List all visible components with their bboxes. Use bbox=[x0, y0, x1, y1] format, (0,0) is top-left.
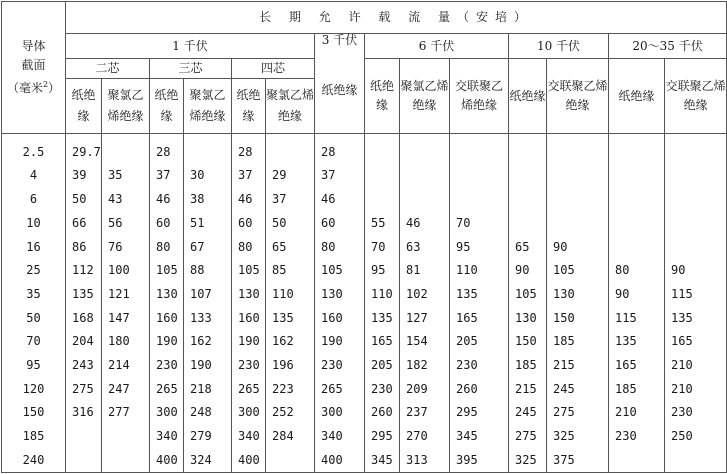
current-value-cell: 245 bbox=[547, 377, 609, 401]
conductor-size-cell: 2.5 bbox=[2, 134, 66, 165]
current-value-cell: 300 bbox=[150, 401, 184, 425]
current-value-cell bbox=[102, 425, 150, 449]
col-35kv-paper: 纸绝缘 bbox=[609, 59, 665, 134]
current-value-cell: 165 bbox=[609, 354, 665, 378]
current-value-cell: 60 bbox=[315, 212, 365, 236]
current-value-cell: 135 bbox=[450, 283, 509, 307]
current-value-cell: 190 bbox=[315, 330, 365, 354]
current-value-cell: 165 bbox=[450, 306, 509, 330]
current-value-cell: 230 bbox=[315, 354, 365, 378]
current-value-cell: 162 bbox=[266, 330, 315, 354]
conductor-size-cell: 10 bbox=[2, 212, 66, 236]
current-value-cell: 115 bbox=[609, 306, 665, 330]
table-row bbox=[2, 283, 727, 307]
col-1kv-3-pvc: 聚氯乙烯绝缘 bbox=[184, 79, 232, 134]
current-value-cell: 107 bbox=[184, 283, 232, 307]
current-value-cell: 135 bbox=[609, 330, 665, 354]
current-value-cell: 400 bbox=[150, 448, 184, 472]
col-1kv-2-pvc: 聚氯乙烯绝缘 bbox=[102, 79, 150, 134]
current-capacity-table bbox=[1, 1, 727, 473]
current-value-cell bbox=[547, 164, 609, 188]
current-value-cell: 243 bbox=[66, 354, 102, 378]
current-value-cell: 300 bbox=[315, 401, 365, 425]
current-value-cell: 102 bbox=[400, 283, 450, 307]
current-value-cell: 37 bbox=[315, 164, 365, 188]
current-value-cell: 105 bbox=[509, 283, 547, 307]
current-value-cell bbox=[365, 134, 400, 165]
current-value-cell: 70 bbox=[450, 212, 509, 236]
current-value-cell bbox=[509, 212, 547, 236]
current-value-cell: 81 bbox=[400, 259, 450, 283]
current-value-cell: 37 bbox=[150, 164, 184, 188]
current-value-cell: 210 bbox=[665, 354, 727, 378]
current-value-cell: 43 bbox=[102, 188, 150, 212]
current-value-cell: 154 bbox=[400, 330, 450, 354]
current-value-cell: 28 bbox=[232, 134, 266, 165]
current-value-cell: 316 bbox=[66, 401, 102, 425]
current-value-cell: 133 bbox=[184, 306, 232, 330]
table-row bbox=[2, 330, 727, 354]
current-value-cell bbox=[547, 212, 609, 236]
conductor-size-cell: 120 bbox=[2, 377, 66, 401]
current-value-cell bbox=[184, 134, 232, 165]
conductor-size-cell: 50 bbox=[2, 306, 66, 330]
current-value-cell: 196 bbox=[266, 354, 315, 378]
current-value-cell: 46 bbox=[315, 188, 365, 212]
current-value-cell: 65 bbox=[509, 235, 547, 259]
current-value-cell: 230 bbox=[450, 354, 509, 378]
current-value-cell: 275 bbox=[547, 401, 609, 425]
current-value-cell: 160 bbox=[315, 306, 365, 330]
current-value-cell: 50 bbox=[66, 188, 102, 212]
conductor-size-cell: 150 bbox=[2, 401, 66, 425]
current-value-cell: 260 bbox=[450, 377, 509, 401]
current-value-cell: 56 bbox=[102, 212, 150, 236]
current-value-cell bbox=[102, 134, 150, 165]
current-value-cell bbox=[102, 448, 150, 472]
current-value-cell bbox=[665, 212, 727, 236]
current-value-cell: 30 bbox=[184, 164, 232, 188]
current-value-cell: 135 bbox=[66, 283, 102, 307]
current-value-cell bbox=[665, 164, 727, 188]
current-value-cell: 80 bbox=[232, 235, 266, 259]
current-value-cell: 210 bbox=[665, 377, 727, 401]
current-value-cell: 265 bbox=[315, 377, 365, 401]
current-value-cell: 86 bbox=[66, 235, 102, 259]
current-value-cell: 130 bbox=[232, 283, 266, 307]
current-value-cell: 63 bbox=[400, 235, 450, 259]
current-value-cell bbox=[665, 235, 727, 259]
current-value-cell: 46 bbox=[232, 188, 266, 212]
conductor-size-cell: 95 bbox=[2, 354, 66, 378]
current-value-cell: 230 bbox=[232, 354, 266, 378]
current-value-cell: 375 bbox=[547, 448, 609, 472]
current-value-cell: 80 bbox=[315, 235, 365, 259]
current-value-cell: 90 bbox=[547, 235, 609, 259]
current-value-cell: 277 bbox=[102, 401, 150, 425]
current-value-cell: 67 bbox=[184, 235, 232, 259]
current-value-cell: 90 bbox=[509, 259, 547, 283]
current-value-cell: 105 bbox=[232, 259, 266, 283]
current-value-cell: 39 bbox=[66, 164, 102, 188]
current-value-cell: 215 bbox=[547, 354, 609, 378]
current-value-cell bbox=[609, 212, 665, 236]
conductor-size-cell: 240 bbox=[2, 448, 66, 472]
table-row bbox=[2, 212, 727, 236]
table-row bbox=[2, 164, 727, 188]
current-value-cell bbox=[266, 134, 315, 165]
current-value-cell: 29 bbox=[266, 164, 315, 188]
current-value-cell: 313 bbox=[400, 448, 450, 472]
current-value-cell: 28 bbox=[150, 134, 184, 165]
current-value-cell: 260 bbox=[365, 401, 400, 425]
current-value-cell: 60 bbox=[232, 212, 266, 236]
current-value-cell: 345 bbox=[450, 425, 509, 449]
current-value-cell bbox=[665, 188, 727, 212]
col-35kv-xlpe: 交联聚乙烯绝缘 bbox=[665, 59, 727, 134]
current-value-cell: 55 bbox=[365, 212, 400, 236]
conductor-size-cell: 6 bbox=[2, 188, 66, 212]
current-value-cell: 112 bbox=[66, 259, 102, 283]
current-value-cell: 345 bbox=[365, 448, 400, 472]
table-row bbox=[2, 188, 727, 212]
current-value-cell: 80 bbox=[609, 259, 665, 283]
current-value-cell: 284 bbox=[266, 425, 315, 449]
current-value-cell bbox=[365, 188, 400, 212]
current-value-cell: 46 bbox=[150, 188, 184, 212]
current-value-cell: 115 bbox=[665, 283, 727, 307]
current-value-cell: 105 bbox=[547, 259, 609, 283]
conductor-size-cell: 16 bbox=[2, 235, 66, 259]
current-value-cell: 29.7 bbox=[66, 134, 102, 165]
conductor-size-cell: 35 bbox=[2, 283, 66, 307]
current-value-cell bbox=[665, 448, 727, 472]
current-value-cell: 37 bbox=[266, 188, 315, 212]
current-value-cell: 162 bbox=[184, 330, 232, 354]
current-value-cell: 51 bbox=[184, 212, 232, 236]
col-6kv-xlpe: 交联聚乙烯绝缘 bbox=[450, 59, 509, 134]
current-value-cell: 147 bbox=[102, 306, 150, 330]
current-value-cell: 160 bbox=[232, 306, 266, 330]
table-row bbox=[2, 354, 727, 378]
current-value-cell bbox=[450, 134, 509, 165]
current-value-cell: 209 bbox=[400, 377, 450, 401]
current-value-cell: 130 bbox=[315, 283, 365, 307]
conductor-size-cell: 70 bbox=[2, 330, 66, 354]
current-value-cell: 160 bbox=[150, 306, 184, 330]
core-four-header: 四芯 bbox=[232, 59, 315, 79]
current-value-cell: 110 bbox=[266, 283, 315, 307]
current-value-cell bbox=[66, 425, 102, 449]
current-value-cell: 165 bbox=[665, 330, 727, 354]
current-value-cell: 395 bbox=[450, 448, 509, 472]
conductor-size-header: 导体 截面 （毫米$^2$） bbox=[2, 2, 66, 134]
current-value-cell bbox=[509, 188, 547, 212]
table-row bbox=[2, 448, 727, 472]
voltage-6kv-header: 6 千伏 bbox=[365, 34, 509, 59]
col-6kv-pvc: 聚氯乙烯绝缘 bbox=[400, 59, 450, 134]
current-value-cell: 90 bbox=[609, 283, 665, 307]
current-value-cell: 275 bbox=[66, 377, 102, 401]
current-value-cell: 230 bbox=[609, 425, 665, 449]
current-value-cell bbox=[400, 164, 450, 188]
current-value-cell bbox=[609, 164, 665, 188]
current-value-cell bbox=[365, 164, 400, 188]
current-value-cell: 190 bbox=[150, 330, 184, 354]
current-value-cell: 135 bbox=[365, 306, 400, 330]
table-row bbox=[2, 401, 727, 425]
current-value-cell bbox=[450, 164, 509, 188]
current-value-cell: 400 bbox=[232, 448, 266, 472]
current-value-cell: 88 bbox=[184, 259, 232, 283]
current-value-cell: 230 bbox=[365, 377, 400, 401]
conductor-size-cell: 4 bbox=[2, 164, 66, 188]
current-value-cell: 165 bbox=[365, 330, 400, 354]
table-row bbox=[2, 259, 727, 283]
current-value-cell: 215 bbox=[509, 377, 547, 401]
current-value-cell: 245 bbox=[509, 401, 547, 425]
current-value-cell bbox=[509, 164, 547, 188]
current-value-cell bbox=[609, 235, 665, 259]
current-value-cell: 325 bbox=[509, 448, 547, 472]
col-1kv-3-paper: 纸绝缘 bbox=[150, 79, 184, 134]
current-value-cell: 324 bbox=[184, 448, 232, 472]
current-value-cell: 90 bbox=[665, 259, 727, 283]
core-three-header: 三芯 bbox=[150, 59, 232, 79]
current-value-cell: 150 bbox=[547, 306, 609, 330]
current-value-cell: 270 bbox=[400, 425, 450, 449]
current-value-cell: 265 bbox=[232, 377, 266, 401]
current-value-cell: 275 bbox=[509, 425, 547, 449]
current-value-cell: 105 bbox=[315, 259, 365, 283]
current-value-cell: 190 bbox=[184, 354, 232, 378]
table-body bbox=[2, 134, 727, 473]
current-value-cell: 100 bbox=[102, 259, 150, 283]
current-value-cell: 95 bbox=[365, 259, 400, 283]
current-value-cell: 135 bbox=[266, 306, 315, 330]
current-value-cell: 340 bbox=[150, 425, 184, 449]
current-value-cell: 190 bbox=[232, 330, 266, 354]
current-value-cell: 252 bbox=[266, 401, 315, 425]
current-value-cell: 168 bbox=[66, 306, 102, 330]
table-title: 长 期 允 许 载 流 量（安培） bbox=[66, 2, 727, 34]
current-value-cell: 295 bbox=[365, 425, 400, 449]
current-value-cell: 28 bbox=[315, 134, 365, 165]
table-row bbox=[2, 377, 727, 401]
current-value-cell: 325 bbox=[547, 425, 609, 449]
current-value-cell: 80 bbox=[150, 235, 184, 259]
current-value-cell bbox=[609, 188, 665, 212]
current-value-cell: 95 bbox=[450, 235, 509, 259]
table-row bbox=[2, 425, 727, 449]
core-two-header: 二芯 bbox=[66, 59, 150, 79]
current-value-cell: 76 bbox=[102, 235, 150, 259]
current-value-cell: 205 bbox=[450, 330, 509, 354]
col-1kv-2-paper: 纸绝缘 bbox=[66, 79, 102, 134]
table-row bbox=[2, 134, 727, 165]
current-value-cell: 35 bbox=[102, 164, 150, 188]
current-value-cell: 300 bbox=[232, 401, 266, 425]
col-1kv-4-pvc: 聚氯乙烯绝缘 bbox=[266, 79, 315, 134]
current-value-cell: 130 bbox=[547, 283, 609, 307]
current-value-cell: 130 bbox=[509, 306, 547, 330]
table-row bbox=[2, 235, 727, 259]
current-value-cell bbox=[450, 188, 509, 212]
current-value-cell bbox=[609, 448, 665, 472]
current-value-cell bbox=[609, 134, 665, 165]
current-value-cell: 110 bbox=[365, 283, 400, 307]
current-value-cell bbox=[509, 134, 547, 165]
current-value-cell: 121 bbox=[102, 283, 150, 307]
current-value-cell: 340 bbox=[232, 425, 266, 449]
current-value-cell: 248 bbox=[184, 401, 232, 425]
current-value-cell: 105 bbox=[150, 259, 184, 283]
current-value-cell: 210 bbox=[609, 401, 665, 425]
current-value-cell: 66 bbox=[66, 212, 102, 236]
current-value-cell: 223 bbox=[266, 377, 315, 401]
current-value-cell bbox=[547, 188, 609, 212]
current-value-cell: 247 bbox=[102, 377, 150, 401]
current-value-cell: 60 bbox=[150, 212, 184, 236]
current-value-cell: 37 bbox=[232, 164, 266, 188]
col-6kv-paper: 纸绝缘 bbox=[365, 59, 400, 134]
current-value-cell: 65 bbox=[266, 235, 315, 259]
current-value-cell: 204 bbox=[66, 330, 102, 354]
voltage-10kv-header: 10 千伏 bbox=[509, 34, 609, 59]
current-value-cell bbox=[66, 448, 102, 472]
voltage-1kv-header: 1 千伏 bbox=[66, 34, 315, 59]
current-value-cell: 38 bbox=[184, 188, 232, 212]
current-value-cell: 205 bbox=[365, 354, 400, 378]
current-value-cell: 214 bbox=[102, 354, 150, 378]
current-value-cell: 265 bbox=[150, 377, 184, 401]
conductor-size-cell: 25 bbox=[2, 259, 66, 283]
col-10kv-paper: 纸绝缘 bbox=[509, 59, 547, 134]
current-value-cell: 185 bbox=[547, 330, 609, 354]
current-value-cell: 279 bbox=[184, 425, 232, 449]
current-value-cell: 218 bbox=[184, 377, 232, 401]
voltage-3kv-header: 3 千伏 纸绝缘 bbox=[315, 34, 365, 134]
current-value-cell: 185 bbox=[509, 354, 547, 378]
current-value-cell bbox=[547, 134, 609, 165]
current-value-cell: 46 bbox=[400, 212, 450, 236]
current-value-cell bbox=[400, 134, 450, 165]
current-value-cell: 237 bbox=[400, 401, 450, 425]
current-value-cell: 400 bbox=[315, 448, 365, 472]
current-value-cell: 230 bbox=[150, 354, 184, 378]
current-value-cell bbox=[665, 134, 727, 165]
current-value-cell: 70 bbox=[365, 235, 400, 259]
col-1kv-4-paper: 纸绝缘 bbox=[232, 79, 266, 134]
current-value-cell: 180 bbox=[102, 330, 150, 354]
current-value-cell: 185 bbox=[609, 377, 665, 401]
current-value-cell: 182 bbox=[400, 354, 450, 378]
current-value-cell: 130 bbox=[150, 283, 184, 307]
current-value-cell: 110 bbox=[450, 259, 509, 283]
current-value-cell: 85 bbox=[266, 259, 315, 283]
current-value-cell: 230 bbox=[665, 401, 727, 425]
current-value-cell: 50 bbox=[266, 212, 315, 236]
current-value-cell: 135 bbox=[665, 306, 727, 330]
current-value-cell: 127 bbox=[400, 306, 450, 330]
table-row bbox=[2, 306, 727, 330]
current-value-cell: 340 bbox=[315, 425, 365, 449]
voltage-20-35kv-header: 20～35 千伏 bbox=[609, 34, 727, 59]
current-value-cell: 250 bbox=[665, 425, 727, 449]
current-value-cell: 150 bbox=[509, 330, 547, 354]
current-value-cell bbox=[400, 188, 450, 212]
conductor-size-cell: 185 bbox=[2, 425, 66, 449]
current-value-cell bbox=[266, 448, 315, 472]
current-value-cell: 295 bbox=[450, 401, 509, 425]
col-10kv-xlpe: 交联聚乙烯绝缘 bbox=[547, 59, 609, 134]
